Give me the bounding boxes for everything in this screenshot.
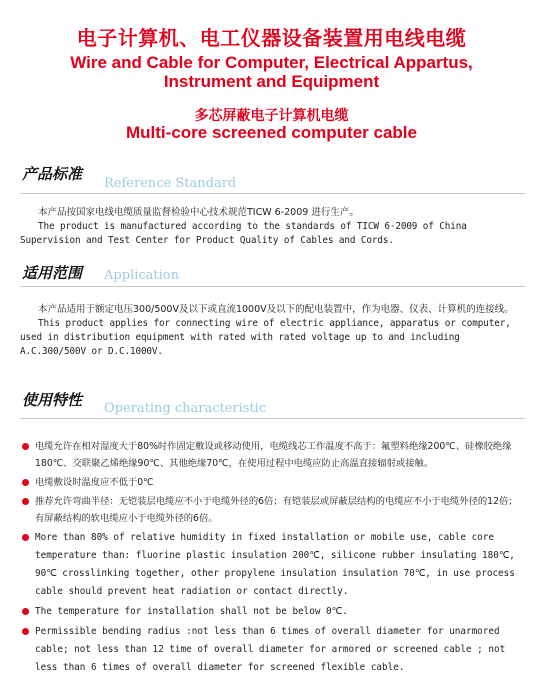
section-heading-operating-cn: 使用特性	[22, 391, 83, 409]
title-en-line2: Instrument and Equipment	[163, 72, 380, 91]
standard-paragraph	[20, 206, 520, 248]
title-en	[0, 53, 543, 91]
bullet-item	[22, 438, 522, 472]
bullet-dot-icon	[22, 443, 29, 450]
bullet-item	[22, 623, 522, 677]
section-heading-standard-cn: 产品标准	[22, 165, 83, 183]
bullet-text: 推荐允许弯曲半径：无铠装层电缆应不小于电缆外径的6倍；有铠装层或屏蔽层结构的电缆应不小于电缆外径的12倍；有屏蔽结构的软电缆应小于电缆外径的6倍。	[35, 496, 518, 524]
bullet-item	[22, 474, 522, 491]
bullet-item	[22, 603, 522, 621]
title-en-line1: Wire and Cable for Computer, Electrical Appartus,	[70, 53, 473, 72]
section-heading-application-cn: 适用范围	[22, 264, 83, 282]
standard-text-en: The product is manufactured according to the standards of TICW 6-2009 of China Supervision and Test Center for Product Quality of Cables and Cords.	[20, 221, 467, 246]
bullet-text: The temperature for installation shall not be below 0℃.	[35, 606, 348, 617]
bullet-text: 电缆允许在相对湿度大于80%时作固定敷设或移动使用，电缆线芯工作温度不高于：氟塑料绝缘200℃、硅橡胶绝缘180℃、交联聚乙烯绝缘90℃、其他绝缘70℃，在使用过程中电缆应防止高温直接辐射或接触。	[35, 441, 512, 469]
section-divider	[20, 418, 525, 419]
subtitle-en: Multi-core screened computer cable	[126, 123, 417, 142]
application-text-cn: 本产品适用于额定电压300/500V及以下或直流1000V及以下的配电装置中，作为电器、仪表、计算机的连接线。	[38, 304, 514, 315]
subtitle-cn: 多芯屏蔽电子计算机电缆	[194, 108, 349, 124]
bullet-item	[22, 493, 522, 527]
application-paragraph	[20, 303, 520, 359]
section-heading-operating-en: Operating characteristic	[104, 401, 267, 416]
bullet-dot-icon	[22, 608, 29, 615]
section-heading-application-en: Application	[104, 268, 179, 283]
bullet-text: More than 80% of relative humidity in fixed installation or mobile use, cable core temperature than: fluorine plastic insulation 200℃, silicone rubber insulating 180℃, 90℃ crosslinking together, other propylene insulation insulation 70℃, in use process cable should prevent heat radiation or contact directly.	[35, 532, 515, 597]
bullet-text: 电缆敷设时温度应不低于0℃	[35, 477, 154, 488]
standard-text-cn: 本产品按国家电线电缆质量监督检验中心技术规范TICW 6-2009 进行生产。	[38, 207, 359, 218]
bullet-dot-icon	[22, 498, 29, 505]
section-heading-standard-en: Reference Standard	[104, 176, 237, 191]
section-divider	[20, 193, 525, 194]
operating-bullet-list	[22, 438, 522, 679]
bullet-dot-icon	[22, 479, 29, 486]
bullet-dot-icon	[22, 534, 29, 541]
bullet-text: Permissible bending radius :not less than 6 times of overall diameter for unarmored cable; not less than 12 time of overall diameter for armored or screened cable ; not less than 6 times of overall diameter for screened flexible cable.	[35, 626, 506, 673]
bullet-dot-icon	[22, 628, 29, 635]
application-text-en: This product applies for connecting wire of electric appliance, apparatus or computer, used in distribution equipment with rated with rated voltage up to and including A.C.300/500V or D.C.1000V.	[20, 318, 511, 357]
bullet-item	[22, 529, 522, 601]
title-cn: 电子计算机、电工仪器设备装置用电线电缆	[76, 26, 467, 50]
section-divider	[20, 286, 525, 287]
